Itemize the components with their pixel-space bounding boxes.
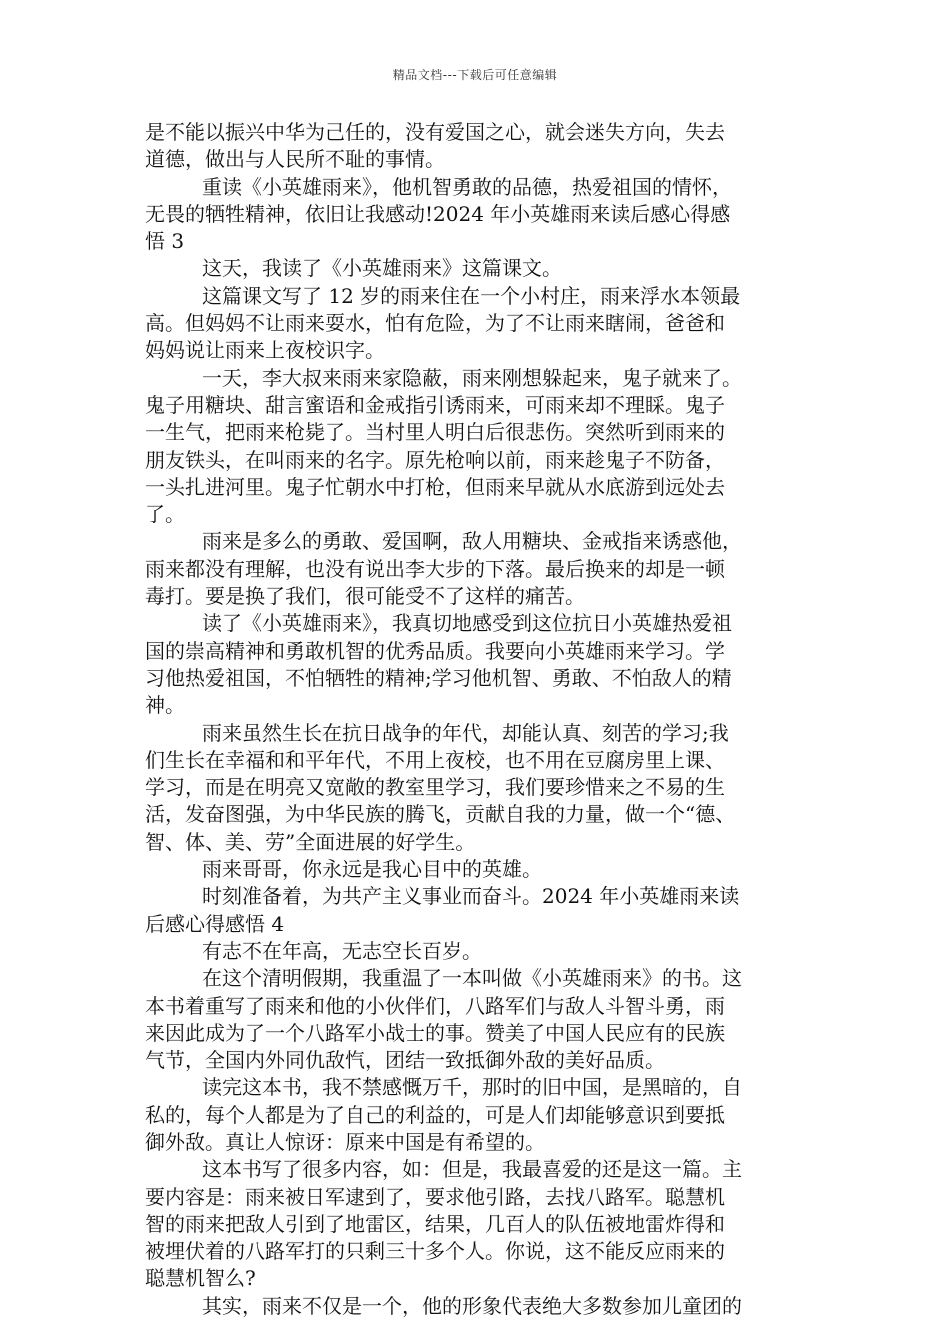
text-line: 来因此成为了一个八路军小战士的事。赞美了中国人民应有的民族 [145,1020,725,1045]
text-line: 国的崇高精神和勇敢机智的优秀品质。我要向小英雄雨来学习。学 [145,638,725,663]
text-line: 习他热爱祖国，不怕牺牲的精神;学习他机智、勇敢、不怕敌人的精 [145,665,732,690]
text-line: 学习，而是在明亮又宽敞的教室里学习，我们要珍惜来之不易的生 [145,775,725,800]
text-line: 一头扎进河里。鬼子忙朝水中打枪，但雨来早就从水底游到远处去 [145,474,725,499]
text-line: 这天，我读了《小英雄雨来》这篇课文。 [202,256,562,281]
text-line: 妈妈说让雨来上夜校识字。 [145,338,385,363]
text-line: 本书着重写了雨来和他的小伙伴们，八路军们与敌人斗智斗勇，雨 [145,993,725,1018]
text-line: 在这个清明假期，我重温了一本叫做《小英雄雨来》的书。这 [202,966,742,991]
text-line: 读了《小英雄雨来》，我真切地感受到这位抗日小英雄热爱祖 [202,611,732,636]
text-line: 聪慧机智么? [145,1266,256,1291]
text-line: 御外敌。真让人惊讶：原来中国是有希望的。 [145,1129,545,1154]
text-line: 们生长在幸福和和平年代，不用上夜校，也不用在豆腐房里上课、 [145,747,725,772]
text-line: 智、体、美、劳”全面进展的好学生。 [145,829,476,854]
text-line: 道德，做出与人民所不耻的事情。 [145,147,445,172]
text-line: 这本书写了很多内容，如：但是，我最喜爱的还是这一篇。主 [202,1157,742,1182]
text-line: 一天，李大叔来雨来家隐蔽，雨来刚想躲起来，鬼子就来了。 [202,365,742,390]
text-line: 其实，雨来不仅是一个，他的形象代表绝大多数参加儿童团的 [202,1293,742,1318]
text-line: 要内容是：雨来被日军逮到了，要求他引路，去找八路军。聪慧机 [145,1184,725,1209]
text-line: 雨来是多么的勇敢、爱国啊，敌人用糖块、金戒指来诱惑他， [202,529,742,554]
text-line: 神。 [145,693,185,718]
text-line: 重读《小英雄雨来》，他机智勇敢的品德，热爱祖国的情怀， [202,174,732,199]
text-line: 这篇课文写了 12 岁的雨来住在一个小村庄，雨来浮水本领最 [202,283,741,308]
text-line: 雨来都没有理解，也没有说出李大步的下落。最后换来的却是一顿 [145,556,725,581]
text-line: 朋友铁头，在叫雨来的名字。原先枪响以前，雨来趁鬼子不防备， [145,447,725,472]
text-line: 了。 [145,502,185,527]
text-line: 无畏的牺牲精神，依旧让我感动!2024 年小英雄雨来读后感心得感 [145,201,731,226]
page-header: 精品文档---下载后可任意编辑 [392,68,558,82]
text-line: 一生气，把雨来枪毙了。当村里人明白后很悲伤。突然听到雨来的 [145,420,725,445]
text-line: 是不能以振兴中华为己任的，没有爱国之心，就会迷失方向，失去 [145,120,725,144]
text-line: 后感心得感悟 4 [145,911,285,936]
text-line: 读完这本书，我不禁感慨万千，那时的旧中国，是黑暗的，自 [202,1075,742,1100]
text-line: 鬼子用糖块、甜言蜜语和金戒指引诱雨来，可雨来却不理睬。鬼子 [145,392,725,417]
text-line: 高。但妈妈不让雨来耍水，怕有危险，为了不让雨来瞎闹，爸爸和 [145,311,725,336]
text-line: 雨来虽然生长在抗日战争的年代，却能认真、刻苦的学习;我 [202,720,729,745]
text-line: 时刻准备着，为共产主义事业而奋斗。2024 年小英雄雨来读 [202,884,740,909]
text-line: 气节，全国内外同仇敌忾，团结一致抵御外敌的美好品质。 [145,1048,665,1073]
text-line: 雨来哥哥，你永远是我心目中的英雄。 [202,857,542,882]
text-line: 悟 3 [145,229,185,254]
text-line: 私的，每个人都是为了自己的利益的，可是人们却能够意识到要抵 [145,1102,725,1127]
text-line: 有志不在年高，无志空长百岁。 [202,938,482,963]
text-line: 智的雨来把敌人引到了地雷区，结果，几百人的队伍被地雷炸得和 [145,1211,725,1236]
document-body [145,119,820,1320]
text-line: 被埋伏着的八路军打的只剩三十多个人。你说，这不能反应雨来的 [145,1239,725,1264]
text-line: 毒打。要是换了我们，很可能受不了这样的痛苦。 [145,584,585,609]
text-line: 活，发奋图强，为中华民族的腾飞，贡献自我的力量，做一个“德、 [145,802,736,827]
